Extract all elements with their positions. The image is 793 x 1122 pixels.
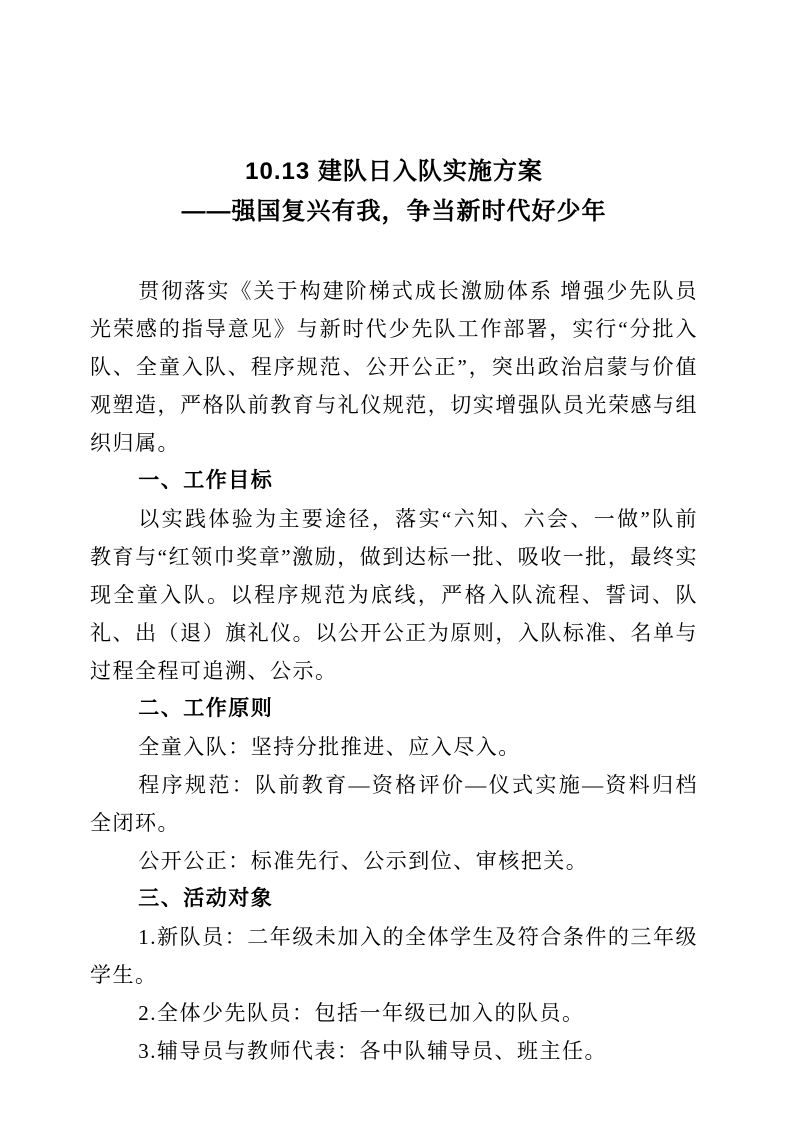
target-item-2: 2.全体少先队员：包括一年级已加入的队员。 (138, 1001, 585, 1025)
principle-item-chengxu: 程序规范：队前教育—资格评价—仪式实施—资料归档全闭环。 (90, 773, 698, 835)
section-2-heading: 二、工作原则 (138, 697, 274, 720)
target-item-1: 1.新队员：二年级未加入的全体学生及符合条件的三年级学生。 (90, 925, 698, 987)
section-3-heading: 三、活动对象 (138, 887, 274, 910)
intro-paragraph: 贯彻落实《关于构建阶梯式成长激励体系 增强少先队员光荣感的指导意见》与新时代少先队工作部署，实行“分批入队、全童入队、程序规范、公开公正”，突出政治启蒙与价值观塑造，严格队前教育与礼仪规范，切实增强队员光荣感与组织归属。 (90, 279, 698, 455)
section-1-paragraph: 以实践体验为主要途径，落实“六知、六会、一做”队前教育与“红领巾奖章”激励，做到达标一批、吸收一批，最终实现全童入队。以程序规范为底线，严格入队流程、誓词、队礼、出（退）旗礼仪。以公开公正为原则，入队标准、名单与过程全程可追溯、公示。 (90, 507, 698, 683)
document-body (90, 272, 698, 1070)
document-content (90, 152, 698, 1070)
document-title: 10.13 建队日入队实施方案 (245, 158, 543, 185)
principle-item-quantong: 全童入队：坚持分批推进、应入尽入。 (138, 735, 521, 759)
document-subtitle: ——强国复兴有我，争当新时代好少年 (181, 198, 607, 225)
target-item-3: 3.辅导员与教师代表：各中队辅导员、班主任。 (138, 1039, 608, 1063)
section-1-heading: 一、工作目标 (138, 469, 274, 492)
principle-item-gongkai: 公开公正：标准先行、公示到位、审核把关。 (138, 849, 589, 873)
